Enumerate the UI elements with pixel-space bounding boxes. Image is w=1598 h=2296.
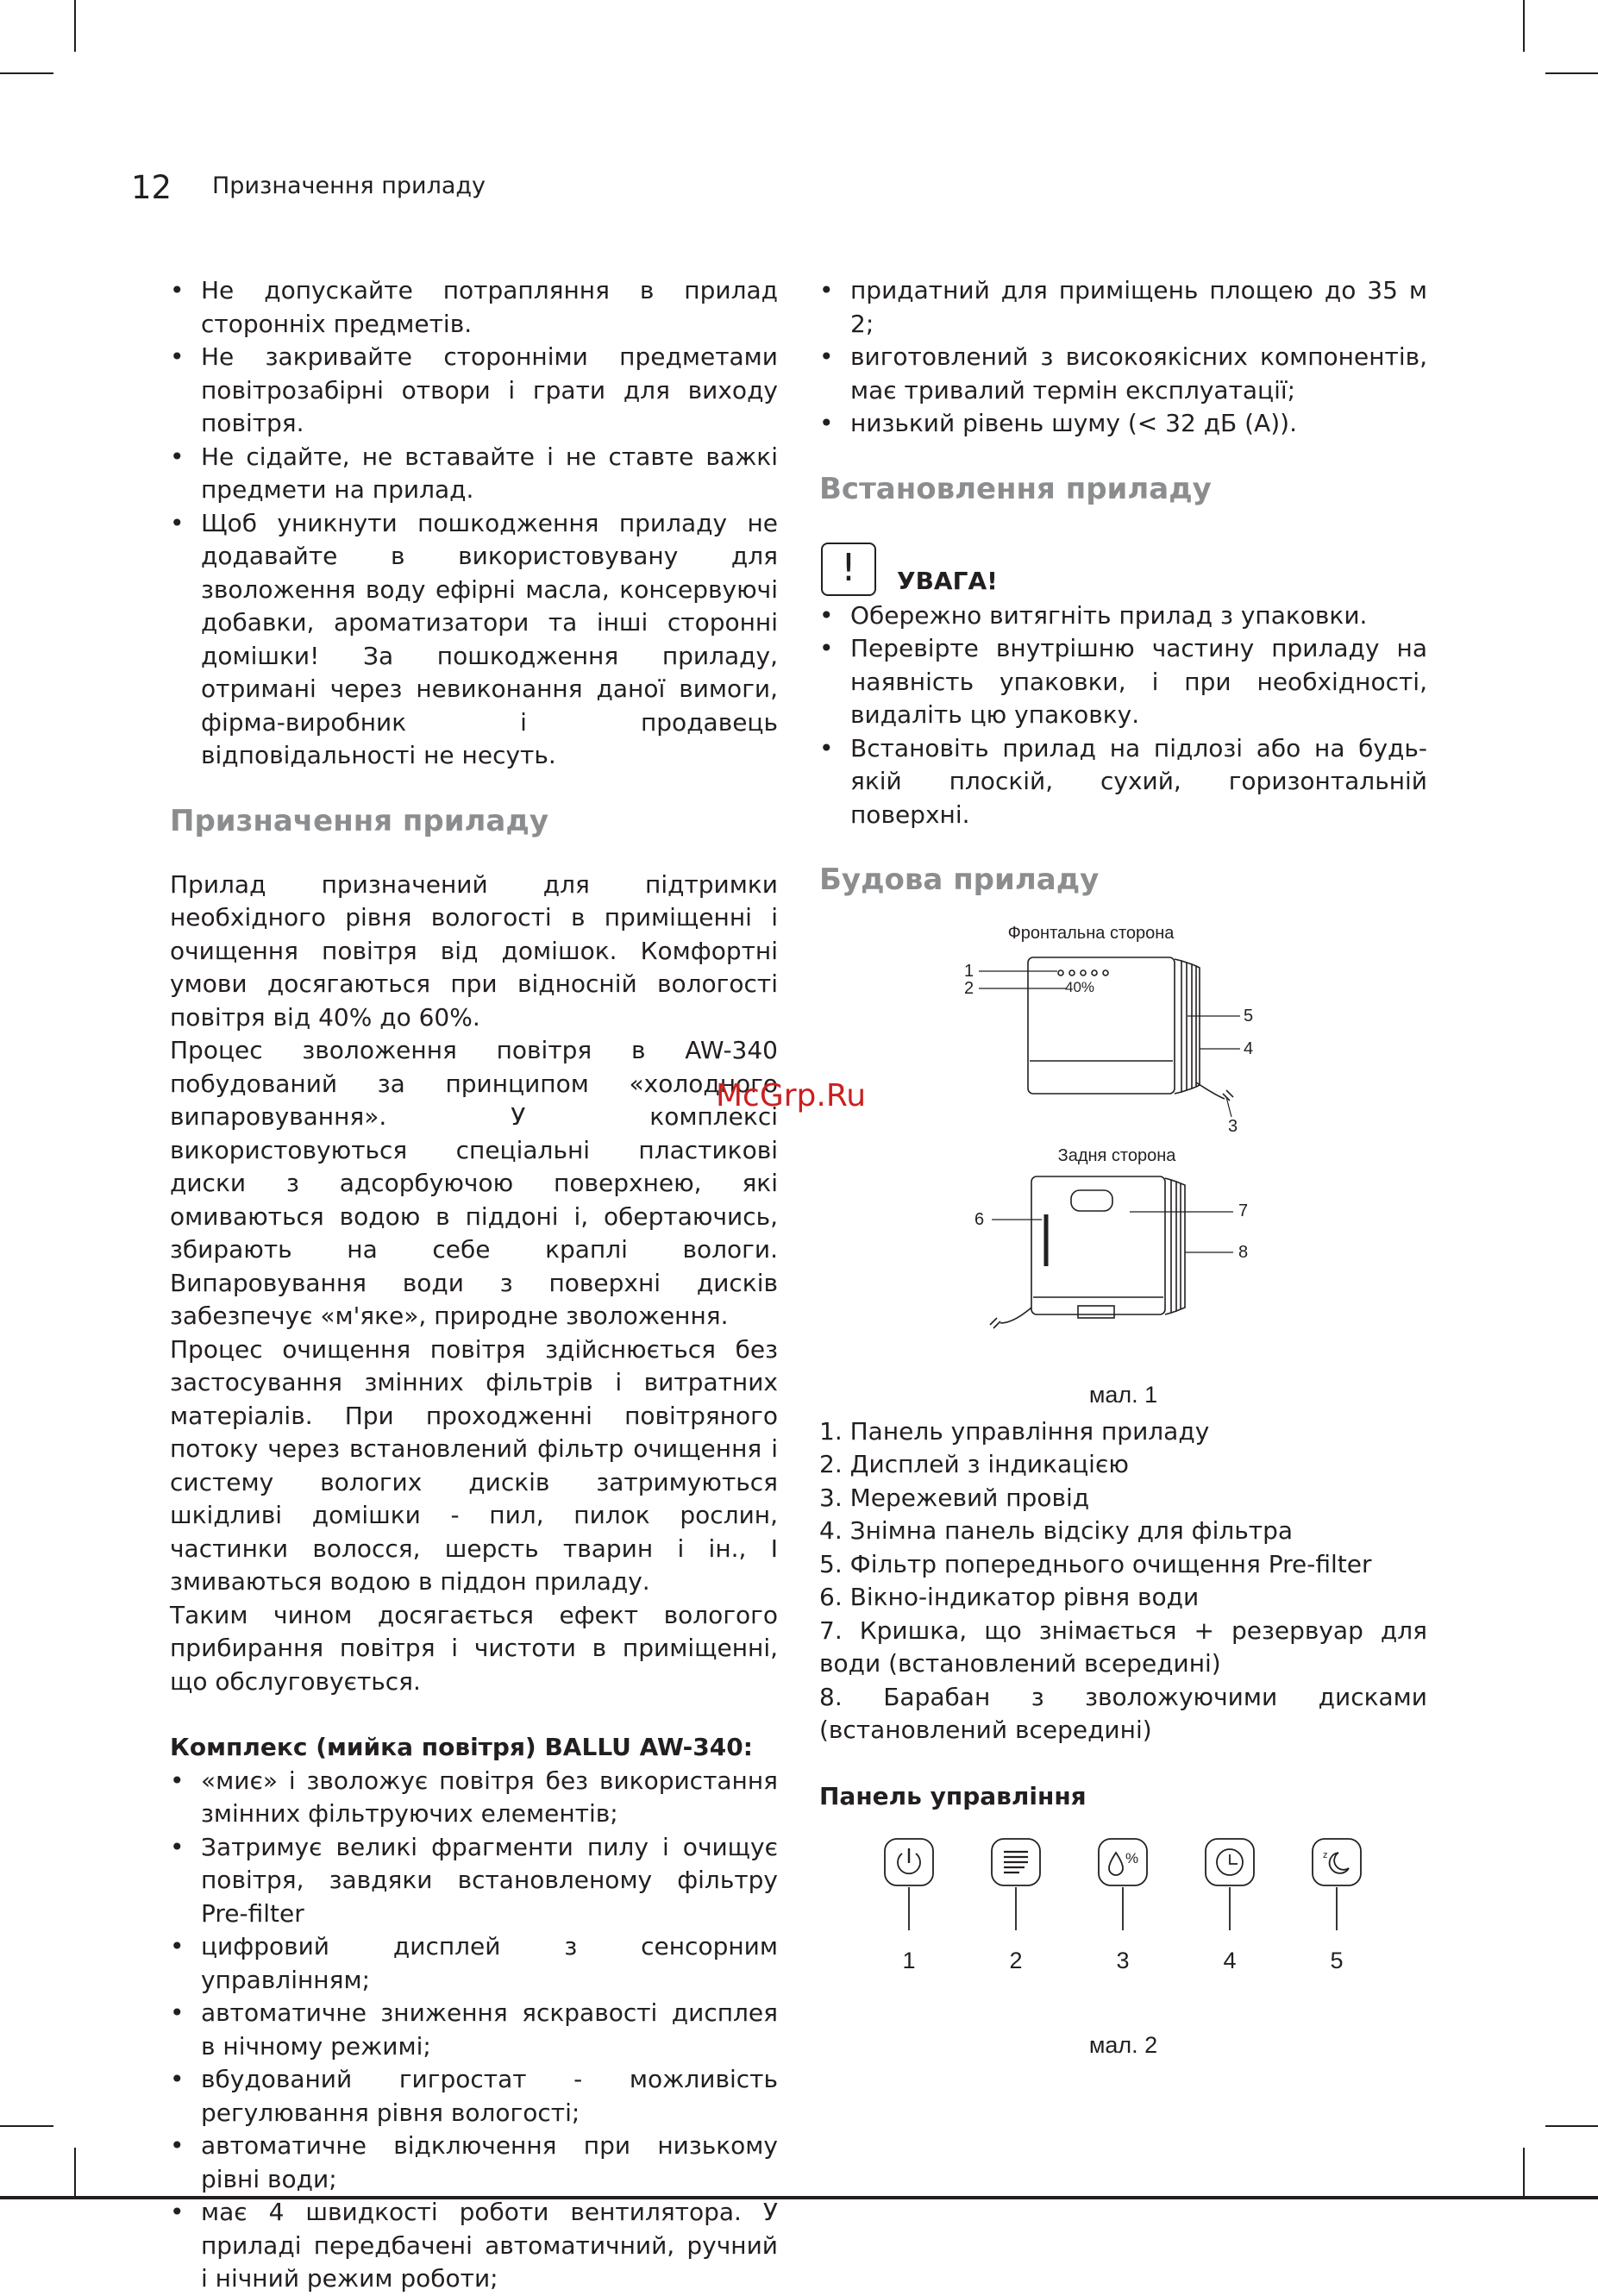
control-label-4: 4 — [1223, 1948, 1237, 1973]
install-heading: Встановлення приладу — [819, 471, 1212, 506]
warning-icon: ! — [821, 543, 876, 596]
crop-mark — [1523, 2148, 1525, 2199]
list-item: • Не допускайте потрапляння в прилад сторонніх предметів. — [170, 274, 778, 341]
callout-7: 7 — [1238, 1201, 1249, 1220]
list-item: • автоматичне відключення при низькому рівні води; — [170, 2130, 778, 2196]
list-item: • «миє» і зволожує повітря без використання змінних фільтруючих елементів; — [170, 1765, 778, 1831]
purpose-paragraph: Процес зволоження повітря в AW-340 побудований за принципом «холодного випаровування». У комплексі використовуються спеціальні пластикові диски з адсорбуючою поверхнею, які омиваються водою в піддоні і, обертаючись, збирають на себе краплі вологи. Випаровування води з поверхні дисків забезпечує «м'яке», природне зволоження. — [170, 1036, 778, 1330]
warning-block — [819, 543, 1427, 603]
list-item: 4. Знімна панель відсіку для фільтра — [819, 1516, 1293, 1545]
install-list — [819, 599, 1427, 832]
list-item: • придатний для приміщень площею до 35 м 2; — [819, 274, 1427, 341]
power-icon — [885, 1839, 933, 1930]
parts-list — [819, 1415, 1427, 1747]
list-item: 1. Панель управління приладу — [819, 1416, 1210, 1446]
purpose-paragraph: Процес очищення повітря здійснюється без застосування змінних фільтрів і витратних матеріалів. При проходженні повітряного потоку через встановлений фільтр очищення і систему вологих дисків затримуються шкідливі домішки - пил, пилок рослин, частинки волосся, шерсть тварин і ін., І змиваються водою в піддон приладу. — [170, 1334, 778, 1596]
list-item: • вбудований гигростат - можливість регулювання рівня вологості; — [170, 2063, 778, 2130]
fan-speed-icon — [992, 1839, 1040, 1930]
features-list-continued — [819, 274, 1427, 441]
complex-features-list — [170, 1765, 778, 2296]
list-item: • Не сідайте, не вставайте і не ставте важкі предмети на прилад. — [170, 441, 778, 507]
panel-heading: Панель управління — [819, 1781, 1087, 1810]
list-item: • Щоб уникнути пошкодження приладу не додавайте в використовувану для зволоження воду ефірні масла, консервуючі добавки, ароматизатори та інші сторонні домішки! За пошкодження приладу, отримані через невиконання даної вимоги, фірма-виробник і продавець відповідальності не несуть. — [170, 507, 778, 773]
control-label-5: 5 — [1330, 1948, 1344, 1973]
list-item: • Перевірте внутрішню частину приладу на наявність упаковки, і при необхідності, видаліть цю упаковку. — [819, 632, 1427, 732]
watermark: McGrp.Ru — [716, 1078, 867, 1113]
sleep-z-glyph: z — [1323, 1850, 1328, 1860]
crop-mark — [74, 0, 76, 52]
warning-label: УВАГА! — [897, 566, 998, 595]
list-item: • автоматичне зниження яскравості дисплея в нічному режимі; — [170, 1997, 778, 2063]
front-view-title: Фронтальна сторона — [1007, 924, 1175, 943]
running-title: Призначення приладу — [212, 173, 486, 199]
list-item: 6. Вікно-індикатор рівня води — [819, 1583, 1200, 1611]
list-item: 2. Дисплей з індикацією — [819, 1450, 1129, 1478]
crop-mark — [0, 72, 53, 74]
list-item: 7. Кришка, що знімається + резервуар для води (встановлений всередині) — [819, 1615, 1427, 1678]
humidity-icon — [1099, 1839, 1147, 1930]
callout-2: 2 — [964, 979, 974, 998]
callout-4: 4 — [1244, 1039, 1254, 1058]
control-label-3: 3 — [1116, 1948, 1130, 1973]
list-item: • низький рівень шуму (< 32 дБ (А)). — [819, 407, 1427, 441]
callout-8: 8 — [1238, 1243, 1249, 1262]
control-label-1: 1 — [902, 1948, 916, 1973]
callout-3: 3 — [1228, 1117, 1238, 1136]
crop-mark — [74, 2148, 76, 2199]
humidity-percent-glyph: % — [1125, 1850, 1139, 1866]
list-item: 3. Мережевий провід — [819, 1483, 1090, 1512]
display-readout: 40% — [1065, 979, 1095, 995]
crop-mark — [1545, 2125, 1598, 2127]
list-item: • цифровий дисплей з сенсорним управлінням; — [170, 1930, 778, 1997]
list-item: • має 4 швидкості роботи вентилятора. У приладі передбачені автоматичний, ручний і нічний режим роботи; — [170, 2196, 778, 2296]
crop-mark — [1523, 0, 1525, 52]
list-item: • Встановіть прилад на підлозі або на будь-якій плоскій, сухий, горизонтальній поверхні. — [819, 732, 1427, 832]
page-number: 12 — [131, 169, 172, 206]
list-item: • Затримує великі фрагменти пилу і очищує повітря, завдяки встановленому фільтру Pre-filter — [170, 1831, 778, 1931]
purpose-paragraph: Таким чином досягається ефект вологого прибирання повітря і чистоти в приміщенні, що обслуговується. — [170, 1600, 778, 1696]
safety-list — [170, 274, 778, 773]
callout-6: 6 — [974, 1210, 985, 1229]
complex-heading: Комплекс (мийка повітря) BALLU AW-340: — [170, 1733, 753, 1761]
list-item: 8. Барабан з зволожуючими дисками (встановлений всередині) — [819, 1682, 1427, 1744]
crop-mark — [0, 2125, 53, 2127]
figure-1-caption: мал. 1 — [1088, 1382, 1158, 1408]
control-panel-diagram — [819, 1837, 1427, 1992]
crop-mark — [1545, 72, 1598, 74]
figure-2-caption: мал. 2 — [1088, 2032, 1158, 2058]
control-label-2: 2 — [1009, 1948, 1023, 1973]
callout-1: 1 — [964, 962, 974, 981]
sleep-icon — [1313, 1839, 1361, 1930]
structure-heading: Будова приладу — [819, 863, 1100, 897]
list-item: 5. Фільтр попереднього очищення Pre-filter — [819, 1549, 1372, 1578]
callout-5: 5 — [1244, 1007, 1254, 1026]
back-view-title: Задня сторона — [1057, 1146, 1176, 1165]
list-item: • Обережно витягніть прилад з упаковки. — [819, 599, 1427, 633]
purpose-heading: Призначення приладу — [170, 803, 548, 838]
list-item: • Не закривайте сторонніми предметами повітрозабірні отвори і грати для виходу повітря. — [170, 341, 778, 441]
purpose-paragraph: Прилад призначений для підтримки необхідного рівня вологості в приміщенні і очищення повітря від домішок. Комфортні умови досягаються при відносній вологості повітря від 40% до 60%. — [170, 869, 778, 1032]
timer-icon — [1206, 1839, 1254, 1930]
left-column — [170, 274, 778, 2296]
device-diagram — [819, 906, 1427, 1380]
list-item: • виготовлений з високоякісних компонентів, має тривалий термін експлуатації; — [819, 341, 1427, 407]
right-column — [819, 274, 1427, 2062]
